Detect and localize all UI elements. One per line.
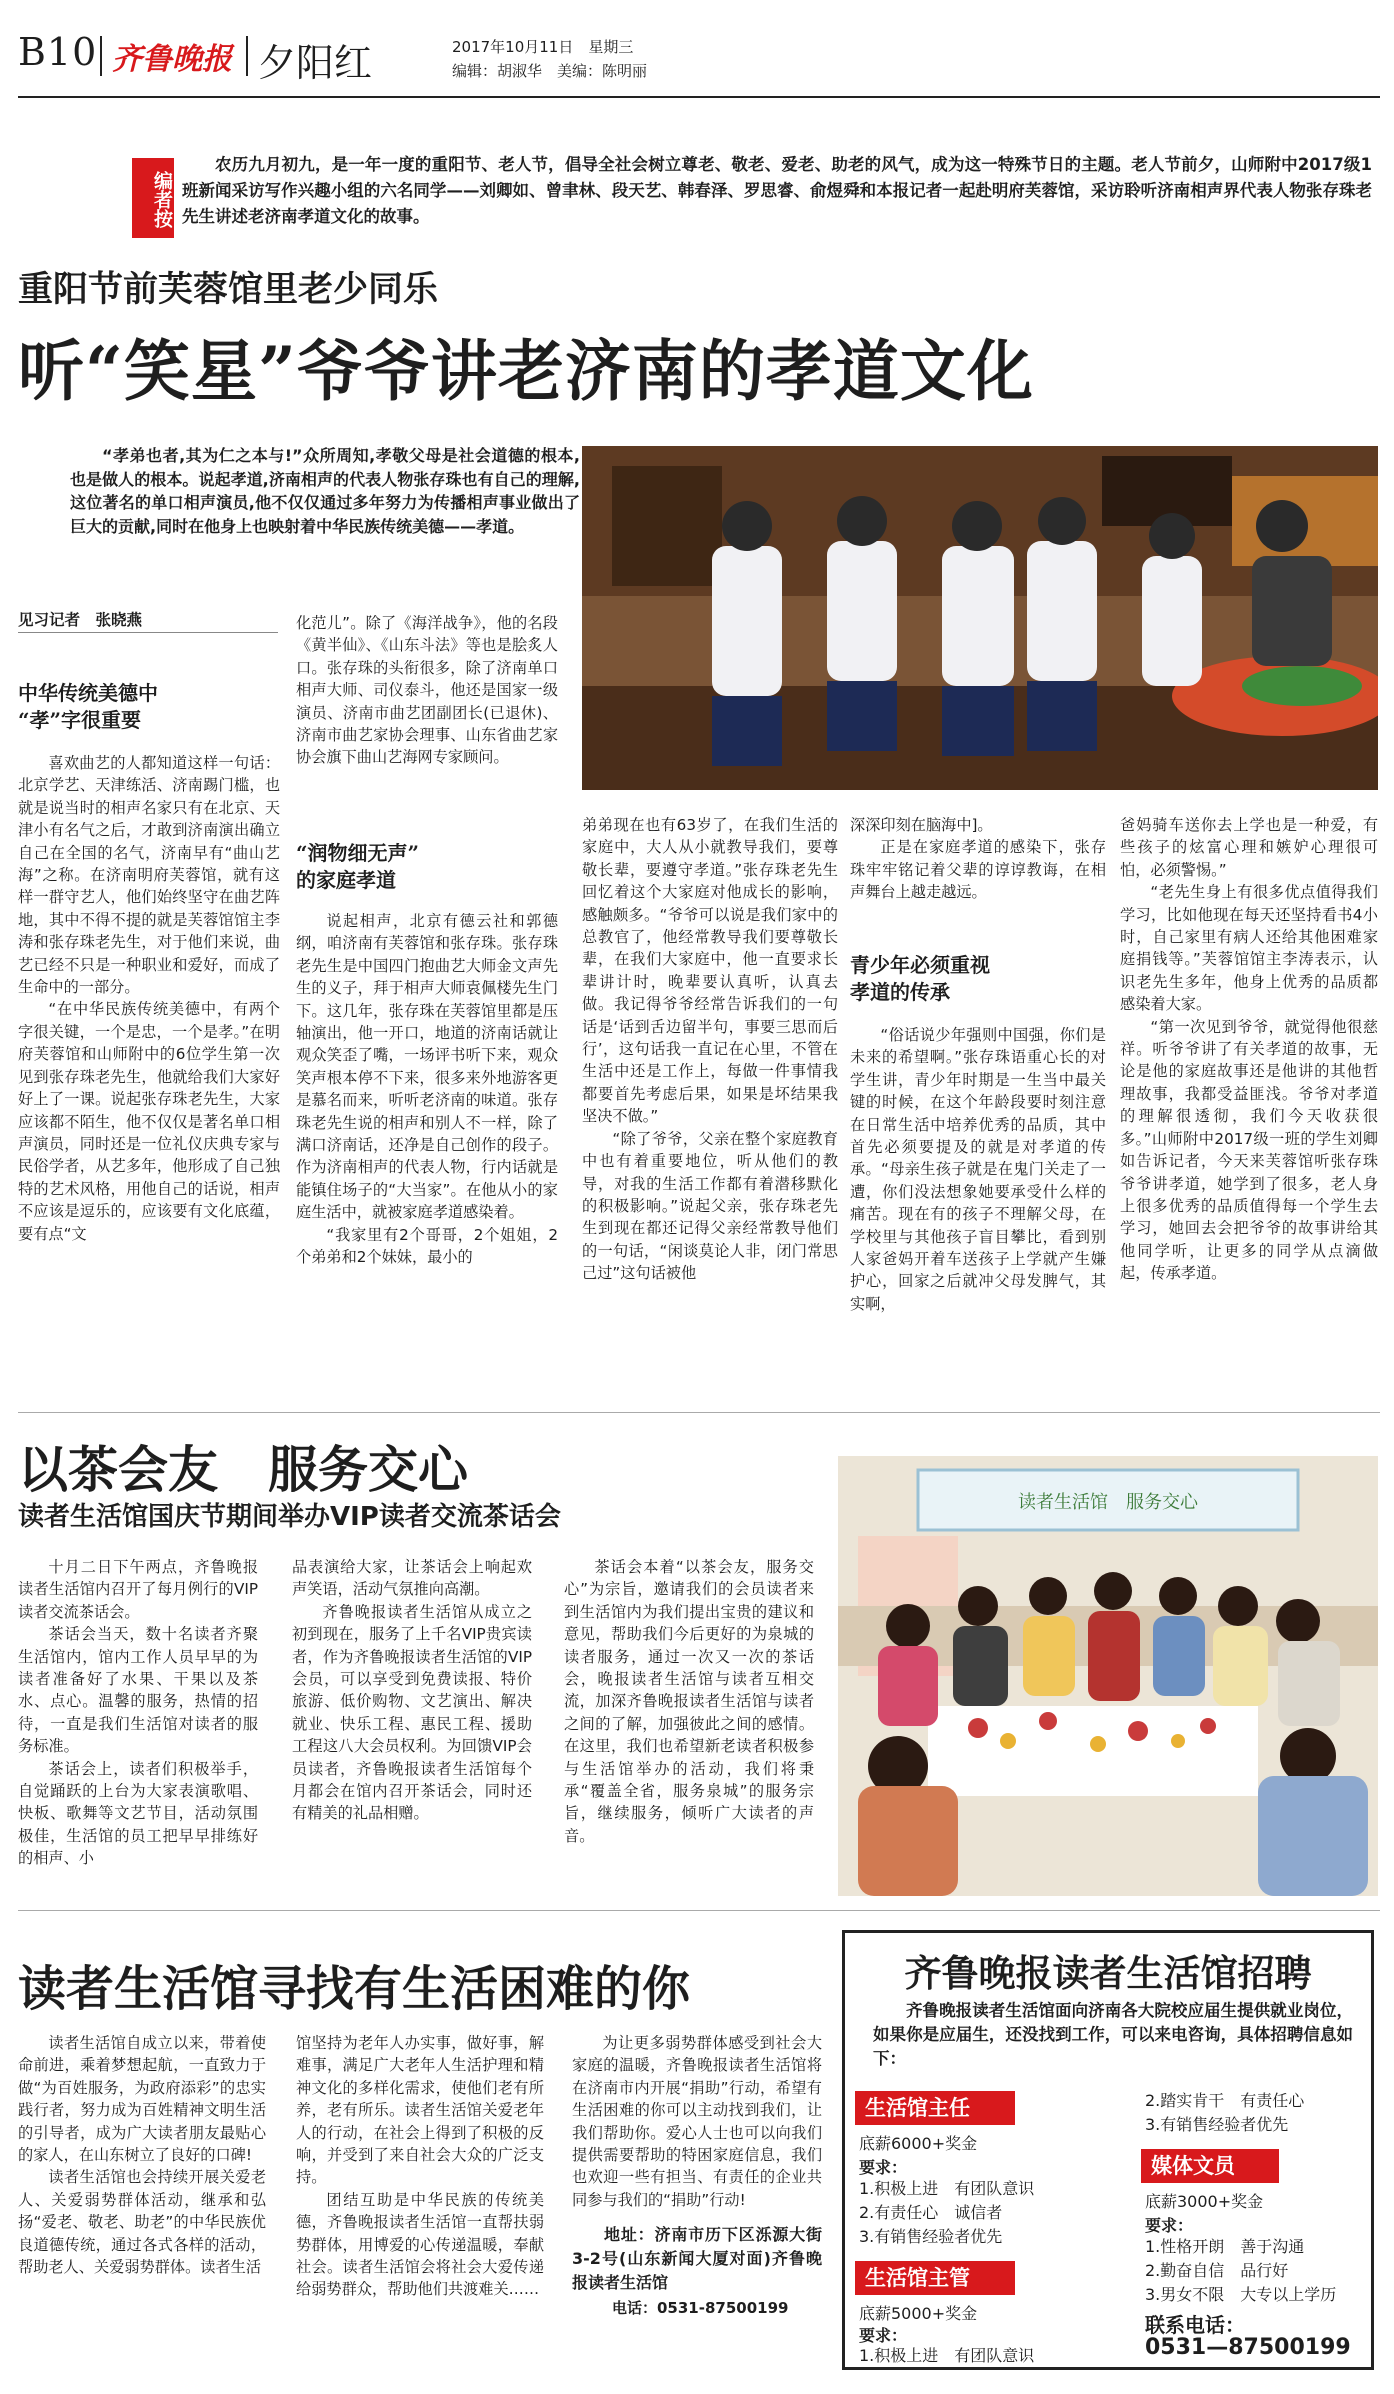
paragraph: 十月二日下午两点，齐鲁晚报读者生活馆内召开了每月例行的VIP读者交流茶话会。 [18,1558,258,1621]
article2-subhead: 读者生活馆国庆节期间举办VIP读者交流茶话会 [18,1502,561,1532]
editor-note [120,142,1374,232]
editor-credits: 编辑：胡淑华 美编：陈明丽 [452,62,648,80]
article1-headline: 听“笑星”爷爷讲老济南的孝道文化 [18,332,1034,410]
date: 2017年10月11日 [452,38,574,56]
paragraph: “第一次见到爷爷，就觉得他很慈祥。听爷爷讲了有关孝道的故事，无论是他的家庭故事还是他讲的其他哲理故事，我都受益匪浅。爷爷对孝道的理解很透彻，我们今天收获很多。”山师附中2017级一班的学生刘卿如告诉记者，今天来芙蓉馆听张存珠爷爷讲孝道，她学到了很多，老人身上很多优秀的品质值得每一个学生去学习，她回去会把爷爷的故事讲给其他同学听，让更多的同学从点滴做起，传承孝道。 [1120,1017,1378,1283]
article1-col-4b [850,1024,1106,1315]
paragraph: 读者生活馆自成立以来，带着使命前进，乘着梦想起航，一直致力于做“为百姓服务，为政府添彩”的忠实践行者，努力成为百姓精神文明生活的引导者，成为广大读者朋友最贴心的家人，在山东树立了良好的口碑! [18,2034,266,2165]
paragraph: 馆坚持为老年人办实事，做好事，解难事，满足广大老年人生活护理和精神文化的多样化需求，使他们老有所养，老有所乐。读者生活馆关爱老年人的行动，在社会上得到了积极的反响，并受到了来自社会大众的广泛支持。 [296,2034,544,2187]
article1-col-3 [582,814,838,1285]
paragraph: 茶话会当天，数十名读者齐聚生活馆内，馆内工作人员早早的为读者准备好了水果、干果以及茶水、点心。温馨的服务，热情的招待，一直是我们生活馆对读者的服务标准。 [18,1625,258,1756]
subheading-3: 青少年必须重视 孝道的传承 [850,953,990,1004]
article1-col-5 [1120,814,1378,1285]
article1-col-2a [296,612,558,769]
paragraph: 品表演给大家，让茶话会上响起欢声笑语，活动气氛推向高潮。 [292,1558,532,1599]
job-title-supervisor: 生活馆主管 [855,2261,1015,2295]
req-item: 2.有责任心 诚信者 [859,2203,1003,2222]
job-title-clerk: 媒体文员 [1141,2149,1279,2183]
article3-col-2 [296,2032,544,2301]
page-number: B10 [18,30,98,74]
paragraph: 为让更多弱势群体感受到社会大家庭的温暖，齐鲁晚报读者生活馆将在济南市内开展“捐助”行动，希望有生活困难的你可以主动找到我们，让我们帮助你。爱心人士也可以向我们提供需要帮助的特困家庭信息，我们也欢迎一些有担当、有责任的企业共同参与我们的“捐助”行动! [572,2034,822,2209]
article2-col-3 [564,1556,814,1847]
paragraph: 正是在家庭孝道的感染下，张存珠牢牢铭记着父辈的谆谆教诲，在相声舞台上越走越远。 [850,838,1106,902]
paragraph: 深深印刻在脑海中]。 [850,816,993,834]
req-item: 1.积极上进 有团队意识 [859,2179,1035,2198]
paragraph: “除了爷爷，父亲在整个家庭教育中也有着重要地位，听从他们的教导，对我的生活工作都有着潜移默化的积极影响。”说起父亲，张存珠老先生到现在都还记得父亲经常教导他们的一句话，“闲谈莫论人非，闭门常思己过”这句话被他 [582,1129,838,1283]
req-item: 1.积极上进 有团队意识 [859,2346,1035,2365]
recruitment-intro: 齐鲁晚报读者生活馆面向济南各大院校应届生提供就业岗位，如果你是应届生，还没找到工作，可以来电咨询，具体招聘信息如下： [873,2001,1353,2068]
telephone: 电话：0531-87500199 [612,2299,789,2318]
req-item: 3.有销售经验者优先 [1145,2115,1289,2134]
article2-col-2 [292,1556,532,1825]
paragraph: 茶话会上，读者们积极举手，自觉踊跃的上台为大家表演歌唱、快板、歌舞等文艺节目，活动氛围极佳，生活馆的员工把早早排练好的相声、小 [18,1759,258,1868]
article2-headline: 以茶会友 服务交心 [18,1440,468,1499]
job-reqs-director [859,2177,1034,2249]
paragraph: 爸妈骑车送你去上学也是一种爱，有些孩子的炫富心理和嫉妒心理很可怕，必须警惕。” [1120,816,1378,879]
masthead-divider [246,36,248,76]
subheading-2: “润物细无声” 的家庭孝道 [296,841,420,892]
article3-col-3 [572,2032,822,2320]
req-item: 3.有销售经验者优先 [859,2227,1003,2246]
paragraph: 化范儿”。除了《海洋战争》，他的名段《黄半仙》、《山东斗法》等也是脍炙人口。张存珠的头衔很多，除了济南单口相声大师、司仪泰斗，他还是国家一级演员、济南市曲艺团副团长(已退休)、济南市曲艺家协会理事、山东省曲艺家协会旗下曲山艺海网专家顾问。 [296,614,558,767]
address: 地址：济南市历下区泺源大街3-2号(山东新闻大厦对面)齐鲁晚报读者生活馆 [572,2225,822,2293]
article3-headline: 读者生活馆寻找有生活困难的你 [18,1961,691,2017]
interview-photo-image [582,446,1378,790]
paragraph: 喜欢曲艺的人都知道这样一句话：北京学艺、天津练活、济南踢门槛，也就是说当时的相声名家只有在北京、天津小有名气之后，才敢到济南演出确立自己在全国的名气，济南早有“曲山艺海”之称。在济南明府芙蓉馆，就有这样一群守艺人，他们始终坚守在曲艺阵地，其中不得不提的就是芙蓉馆馆主李涛和张存珠老先生，对于他们来说，曲艺已经不只是一种职业和爱好，而成了生命中的一部分。 [18,754,280,997]
job-reqs-clerk [1145,2235,1336,2307]
byline: 见习记者 张晓燕 [18,611,143,629]
job-salary-director: 底薪6000+奖金 [859,2134,978,2153]
contact-phone: 0531—87500199 [1145,2335,1351,2360]
recruitment-title: 齐鲁晚报读者生活馆招聘 [904,1951,1312,1995]
article1-lead: “孝弟也者,其为仁之本与!”众所周知,孝敬父母是社会道德的根本,也是做人的根本。说起孝道,济南相声的代表人物张存珠也有自己的理解,这位著名的单口相声演员,他不仅仅通过多年努力为传播相声事业做出了巨大的贡献,同时在他身上也映射着中华民族传统美德——孝道。 [70,446,580,536]
job-req-label: 要求： [1145,2216,1194,2235]
paragraph: 齐鲁晚报读者生活馆从成立之初到现在，服务了上千名VIP贵宾读者，作为齐鲁晚报读者生活馆的VIP会员，可以享受到免费读报、特价旅游、低价购物、文艺演出、解决就业、快乐工程、惠民工程、援助工程这八大会员权利。为回馈VIP会员读者，齐鲁晚报读者生活馆每个月都会在馆内召开茶话会，同时还有精美的礼品相赠。 [292,1602,532,1823]
req-item: 2.勤奋自信 品行好 [1145,2261,1289,2280]
article1-col-1 [18,752,280,1245]
paragraph: 茶话会本着“以茶会友，服务交心”为宗旨，邀请我们的会员读者来到生活馆内为我们提出宝贵的建议和意见，帮助我们今后更好的为泉城的读者服务，通过一次又一次的茶话会，晚报读者生活馆与读者互相交流，加深齐鲁晚报读者生活馆与读者之间的了解，加强彼此之间的感情。在这里，我们也希望新老读者积极参与生活馆举办的活动，我们将秉承“覆盖全省，服务泉城”的服务宗旨，继续服务，倾听广大读者的声音。 [564,1558,814,1845]
paragraph: 团结互助是中华民族的传统美德，齐鲁晚报读者生活馆一直帮扶弱势群体，用博爱的心传递温暖，奉献社会。读者生活馆会将社会大爱传递给弱势群众，帮助他们共渡难关…… [296,2190,544,2299]
job-title-director: 生活馆主任 [855,2091,1015,2125]
paragraph: “在中华民族传统美德中，有两个字很关键，一个是忠，一个是孝。”在明府芙蓉馆和山师附中的6位学生第一次见到张存珠老先生，他就给我们大家好好上了一课。说起张存珠老先生，大家应该都不陌生，他不仅仅是著名单口相声演员，同时还是一位礼仪庆典专家与民俗学者，从艺多年，他形成了自己独特的艺术风格，用他自己的话说，相声不应该是逗乐的，应该要有文化底蕴，要有点“文 [18,1000,280,1243]
article1-kicker: 重阳节前芙蓉馆里老少同乐 [18,269,439,310]
req-item: 3.男女不限 大专以上学历 [1145,2285,1337,2304]
paragraph: 读者生活馆也会持续开展关爱老人、关爱弱势群体活动，继承和弘扬“爱老、敬老、助老”的中华民族优良道德传统，通过各式各样的活动，帮助老人、关爱弱势群体。读者生活 [18,2168,266,2277]
contact-label: 联系电话： [1145,2313,1245,2337]
article3-col-1 [18,2032,266,2278]
req-item: 1.性格开朗 善于沟通 [1145,2237,1305,2256]
byline-rule [18,632,278,633]
paragraph: “俗话说少年强则中国强，你们是未来的希望啊。”张存珠语重心长的对学生讲，青少年时期是一生当中最关键的时候，在这个年龄段要时刻注意在日常生活中培养优秀的品质，其中首先必须要提及的就是对孝道的传承。“母亲生孩子就是在鬼门关走了一遭，你们没法想象她要承受什么样的痛苦。现在有的孩子不理解父母，在学校里与其他孩子盲目攀比，看到别人家爸妈开着车送孩子上学就产生嫌护心，回家之后就冲父母发脾气，其实啊， [850,1026,1106,1313]
job-req-label: 要求： [859,2326,908,2345]
req-item: 2.踏实肯干 有责任心 [1145,2091,1305,2110]
article2-col-1 [18,1556,258,1870]
paragraph: “老先生身上有很多优点值得我们学习，比如他现在每天还坚持看书4小时，自己家里有病人还给其他困难家庭捐钱等。”芙蓉馆馆主李涛表示，认识老先生多年，他身上优秀的品质都感染着大家。 [1120,883,1378,1014]
job-reqs-supervisor [859,2345,1034,2367]
recruitment-box [842,1930,1374,2370]
paragraph: 说起相声，北京有德云社和郭德纲，咱济南有芙蓉馆和张存珠。张存珠老先生是中国四门抱曲艺大师金文声先生的义子，拜于相声大师袁佩楼先生门下。这几年，张存珠在芙蓉馆里都是压轴演出，他一开口，地道的济南话就让观众笑歪了嘴，一场评书听下来，观众笑声根本停不下来，很多来外地游客更是慕名而来，听听老济南的味道。张存珠老先生说的相声和别人不一样，除了满口济南话，还净是自己创作的段子。作为济南相声的代表人物，行内话就是能镇住场子的“大当家”。在他从小的家庭生活中，就被家庭孝道感染着。 [296,912,558,1222]
job-salary-clerk: 底薪3000+奖金 [1145,2192,1264,2211]
paragraph: 弟弟现在也有63岁了，在我们生活的家庭中，大人从小就教导我们，要尊敬长辈，要遵守孝道。”张存珠老先生回忆着这个大家庭对他成长的影响，感触颇多。“爷爷可以说是我们家中的总教官了，他经常教导我们要尊敬长辈，在我们大家庭中，他一直要求长辈讲计时，晚辈要认真听，认真去做。我记得爷爷经常告诉我们的一句话是‘话到舌边留半句，事要三思而后行’，这句话我一直记在心里，不管在生活中还是工作上，每做一件事情我都要首先考虑后果，如果是坏结果我坚决不做。” [582,816,838,1126]
subheading-1: 中华传统美德中 “孝”字很重要 [18,681,158,732]
tea-party-photo [838,1456,1378,1896]
article1-col-2b [296,910,558,1269]
section-name: 夕阳红 [258,41,373,85]
interview-photo [582,446,1378,790]
masthead-rule [18,96,1380,98]
section-divider [18,1412,1380,1413]
section-divider [18,1910,1380,1911]
job-req-label: 要求： [859,2158,908,2177]
article1-col-4a [850,814,1106,904]
issue-date [452,36,633,57]
weekday: 星期三 [588,38,634,56]
editor-note-badge: 编者按 [132,158,174,238]
photo-banner-text: 读者生活馆 服务交心 [1018,1492,1198,1513]
paragraph: “我家里有2个哥哥，2个姐姐，2个弟弟和2个妹妹，最小的 [296,1225,558,1267]
right-reqs [1145,2089,1304,2137]
job-salary-supervisor: 底薪5000+奖金 [859,2304,978,2323]
masthead-divider [100,36,102,76]
editor-note-text: 农历九月初九，是一年一度的重阳节、老人节，倡导全社会树立尊老、敬老、爱老、助老的风气，成为这一特殊节日的主题。老人节前夕，山师附中2017级1班新闻采访写作兴趣小组的六名同学——刘卿如、曾聿林、段天艺、韩春泽、罗思睿、俞煜舜和本报记者一起赴明府芙蓉馆，采访聆听济南相声界代表人物张存珠老先生讲述老济南孝道文化的故事。 [182,155,1372,226]
tea-party-photo-image [838,1456,1378,1896]
newspaper-logo: 齐鲁晚报 [112,42,232,77]
